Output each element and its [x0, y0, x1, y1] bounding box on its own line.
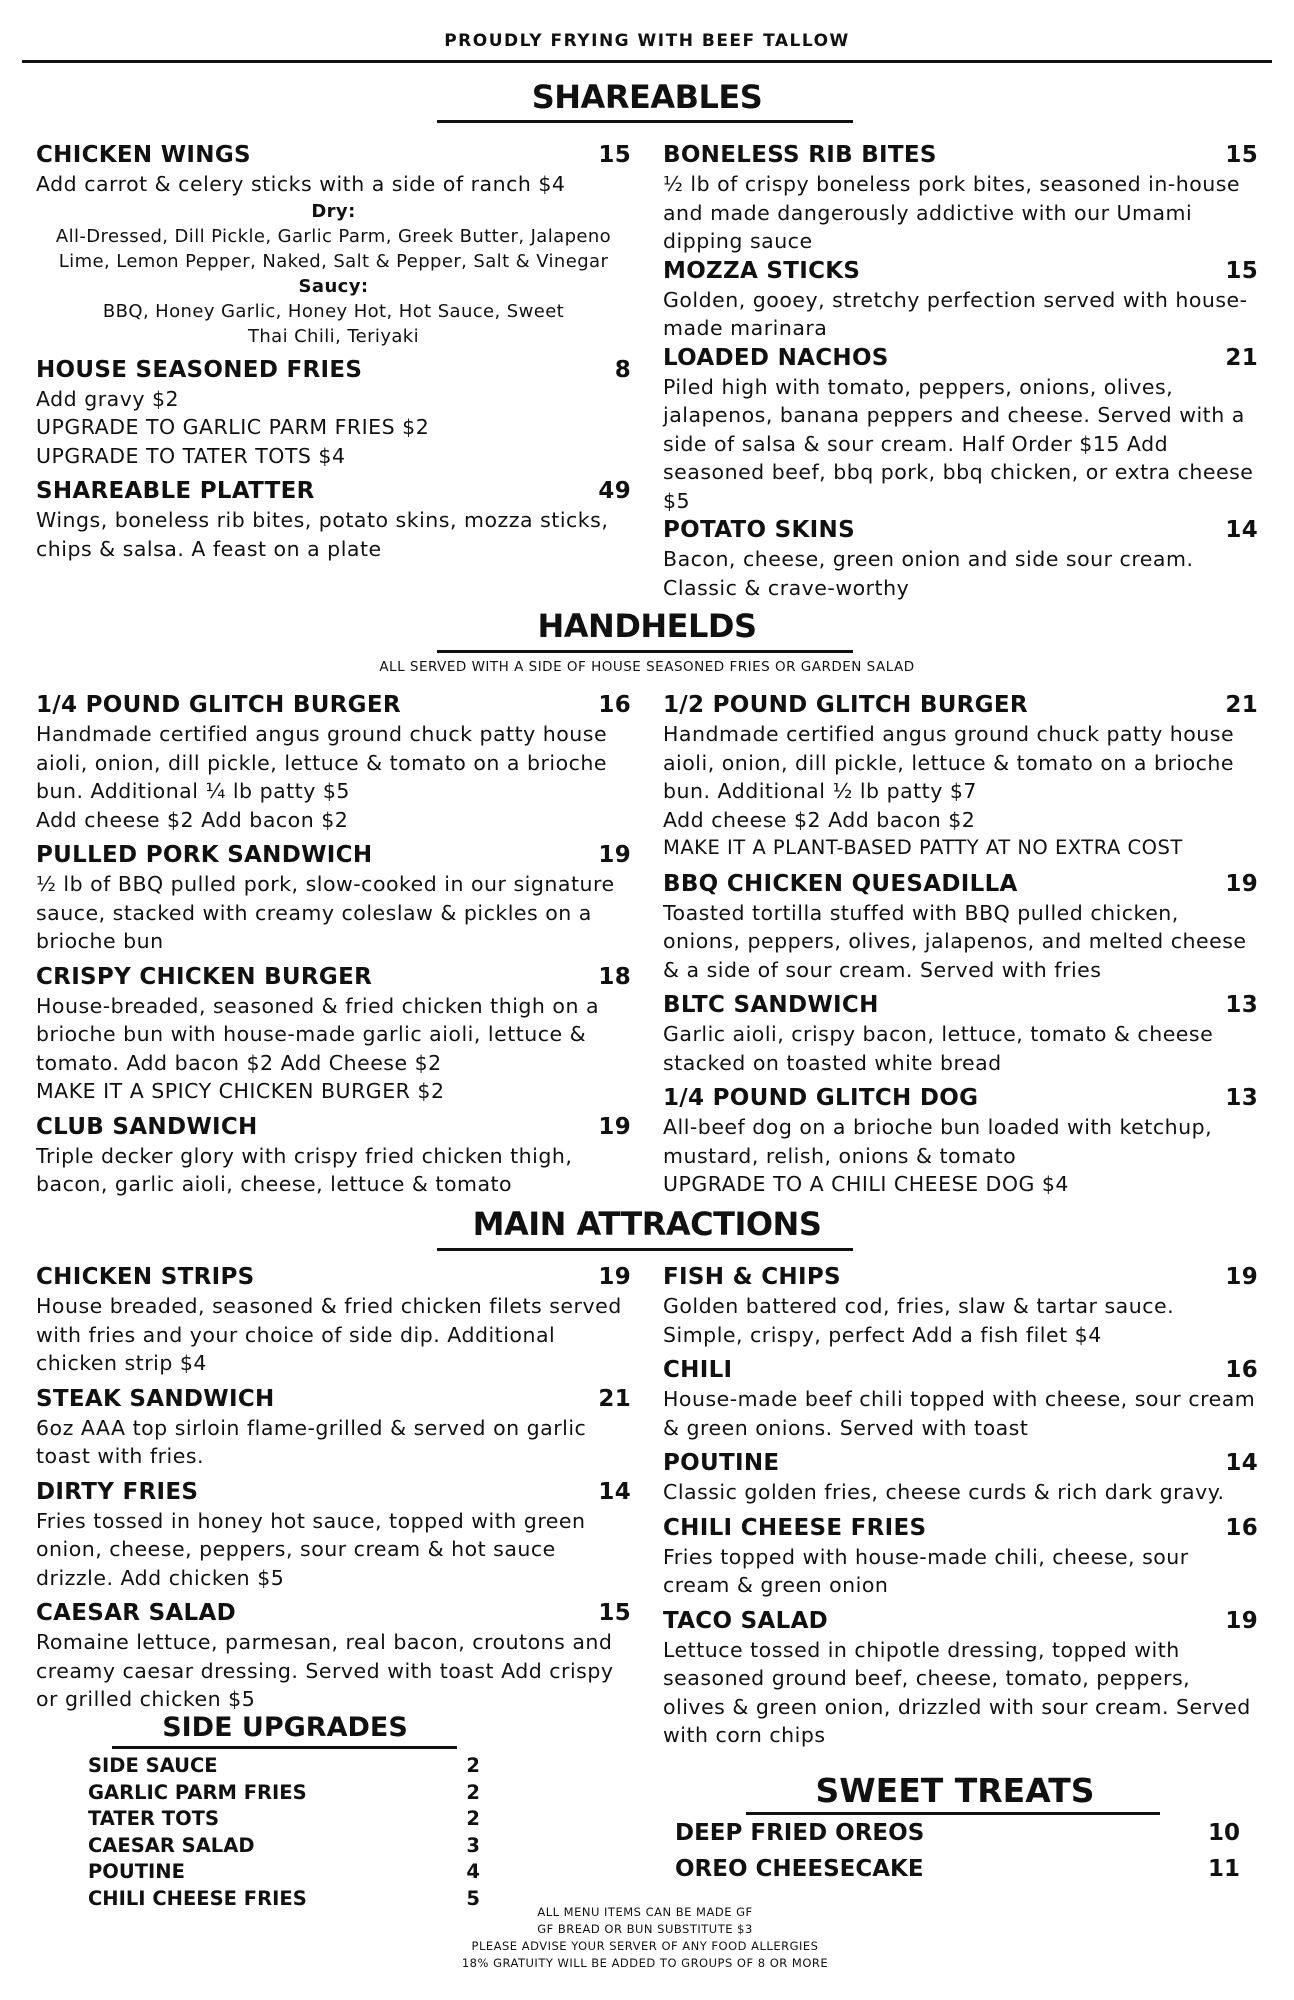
item-name: TACO SALAD: [663, 1607, 829, 1634]
sweet-treats-title: SWEET TREATS: [815, 1771, 1095, 1810]
item-extras: UPGRADE TO A CHILI CHEESE DOG $4: [663, 1172, 1069, 1196]
item-description: ½ lb of BBQ pulled pork, slow-cooked in our signature sauce, stacked with creamy coleslaw & pickles on a brioche bun: [36, 872, 615, 953]
item-description: Garlic aioli, crispy bacon, lettuce, tomato & cheese stacked on toasted white bread: [663, 1022, 1214, 1075]
item-description: Bacon, cheese, green onion and side sour cream. Classic & crave-worthy: [663, 547, 1194, 600]
item-upgrade: UPGRADE TO GARLIC PARM FRIES $2: [36, 415, 430, 439]
item-name: CHILI: [663, 1357, 733, 1383]
item-extras: Add cheese $2 Add bacon $2: [663, 807, 976, 832]
side-item: [88, 1753, 480, 1780]
shareables-right-column: [663, 140, 1258, 608]
item-name: CLUB SANDWICH: [36, 1113, 258, 1140]
side-price: 2: [466, 1754, 480, 1777]
menu-item-glitch-dog: [663, 1083, 1258, 1199]
handhelds-title: HANDHELDS: [537, 607, 757, 645]
item-name: 1/4 POUND GLITCH BURGER: [36, 692, 401, 718]
side-name: SIDE SAUCE: [88, 1754, 218, 1777]
item-name: 1/4 POUND GLITCH DOG: [663, 1085, 979, 1111]
menu-item-quarter-pound-burger: [36, 690, 631, 834]
saucy-flavours: BBQ, Honey Garlic, Honey Hot, Hot Sauce, Sweet Thai Chili, Teriyaki: [102, 300, 565, 347]
item-description: Handmade certified angus ground chuck patty house aioli, onion, dill pickle, lettuce & tomato on a brioche bun. Additional ½ lb patty $7: [663, 722, 1235, 803]
item-description: Fries topped with house-made chili, cheese, sour cream & green onion: [663, 1544, 1189, 1597]
item-description: Golden, gooey, stretchy perfection served with house-made marinara: [663, 287, 1248, 340]
side-item: [88, 1806, 480, 1833]
menu-item-steak-sandwich: [36, 1384, 631, 1471]
side-price: 2: [466, 1807, 480, 1831]
item-name: LOADED NACHOS: [663, 344, 889, 371]
menu-item-mozza-sticks: [663, 256, 1258, 343]
side-upgrades-list: [88, 1753, 480, 1913]
item-price: 16: [1225, 1514, 1258, 1541]
item-price: 16: [1225, 1357, 1258, 1383]
footer-allergy-note: PLEASE ADVISE YOUR SERVER OF ANY FOOD ALLERGIES: [471, 1939, 819, 1953]
menu-item-loaded-nachos: [663, 343, 1258, 516]
menu-item-taco-salad: [663, 1606, 1258, 1750]
item-price: 49: [598, 478, 631, 504]
item-name: CAESAR SALAD: [36, 1600, 236, 1626]
item-description: Romaine lettuce, parmesan, real bacon, croutons and creamy caesar dressing. Served with toast Add crispy or grilled chicken $5: [36, 1630, 614, 1711]
item-name: CHICKEN WINGS: [36, 142, 251, 168]
menu-item-house-seasoned-fries: [36, 355, 631, 471]
sweet-price: 11: [1207, 1856, 1240, 1882]
item-name: CHICKEN STRIPS: [36, 1264, 255, 1290]
item-name: HOUSE SEASONED FRIES: [36, 356, 363, 383]
menu-item-chili-cheese-fries: [663, 1513, 1258, 1600]
main-attractions-title: MAIN ATTRACTIONS: [472, 1205, 822, 1243]
menu-item-chili: [663, 1355, 1258, 1442]
item-price: 13: [1225, 1085, 1258, 1111]
sweet-price: 10: [1207, 1820, 1240, 1846]
tagline: PROUDLY FRYING WITH BEEF TALLOW: [444, 31, 850, 51]
shareables-left-column: [36, 140, 631, 569]
item-name: PULLED PORK SANDWICH: [36, 842, 373, 868]
side-price: 3: [466, 1833, 480, 1857]
sweet-treats-list: [675, 1815, 1240, 1887]
footer-notes: [400, 1904, 890, 1972]
item-description: Wings, boneless rib bites, potato skins, mozza sticks, chips & salsa. A feast on a plate: [36, 508, 609, 561]
sweet-item: [675, 1815, 1240, 1851]
menu-item-fish-and-chips: [663, 1262, 1258, 1349]
item-price: 15: [1225, 257, 1258, 284]
menu-item-bbq-chicken-quesadilla: [663, 869, 1258, 985]
item-price: 14: [598, 1478, 631, 1505]
shareables-divider: [437, 120, 853, 123]
item-price: 21: [1225, 344, 1258, 371]
menu-item-potato-skins: [663, 515, 1258, 602]
item-price: 15: [598, 142, 631, 168]
item-price: 15: [1225, 142, 1258, 168]
side-name: TATER TOTS: [88, 1807, 220, 1831]
menu-item-dirty-fries: [36, 1477, 631, 1593]
item-description: House-breaded, seasoned & fried chicken thigh on a brioche bun with house-made garlic aioli, lettuce & tomato. Add bacon $2 Add Cheese $2: [36, 993, 600, 1075]
menu-item-pulled-pork-sandwich: [36, 840, 631, 956]
shareables-title: SHAREABLES: [531, 78, 763, 116]
item-name: CHILI CHEESE FRIES: [663, 1514, 927, 1541]
side-upgrades-title: SIDE UPGRADES: [162, 1712, 408, 1743]
item-price: 14: [1225, 517, 1258, 543]
menu-item-club-sandwich: [36, 1112, 631, 1199]
handhelds-left-column: [36, 690, 631, 1205]
item-name: SHAREABLE PLATTER: [36, 478, 315, 504]
item-price: 19: [1225, 870, 1258, 897]
side-price: 5: [466, 1886, 480, 1910]
main-left-column: [36, 1262, 631, 1720]
item-name: BBQ CHICKEN QUESADILLA: [663, 870, 1018, 897]
item-extras: MAKE IT A SPICY CHICKEN BURGER $2: [36, 1079, 445, 1103]
menu-item-chicken-wings: [36, 140, 631, 349]
handhelds-subtitle: ALL SERVED WITH A SIDE OF HOUSE SEASONED FRIES OR GARDEN SALAD: [379, 659, 915, 675]
item-description: Piled high with tomato, peppers, onions, olives, jalapenos, banana peppers and cheese. Served with a side of salsa & sour cream. Half Order $15 Add seasoned beef, bbq pork, bbq chicken, or extra cheese $5: [663, 374, 1254, 513]
item-description: Golden battered cod, fries, slaw & tartar sauce. Simple, crispy, perfect Add a fish filet $4: [663, 1294, 1175, 1347]
dry-label: Dry:: [311, 200, 356, 222]
item-description: Fries tossed in honey hot sauce, topped with green onion, cheese, peppers, sour cream & hot sauce drizzle. Add chicken $5: [36, 1508, 586, 1590]
item-name: DIRTY FRIES: [36, 1478, 199, 1505]
item-description: Triple decker glory with crispy fried chicken thigh, bacon, garlic aioli, cheese, lettuce & tomato: [36, 1143, 573, 1196]
item-name: CRISPY CHICKEN BURGER: [36, 963, 373, 990]
item-price: 19: [1225, 1264, 1258, 1290]
item-price: 19: [598, 1113, 631, 1140]
side-price: 4: [466, 1860, 480, 1884]
item-name: BLTC SANDWICH: [663, 992, 879, 1018]
item-extras: Add cheese $2 Add bacon $2: [36, 807, 349, 832]
item-description: House breaded, seasoned & fried chicken filets served with fries and your choice of side dip. Additional chicken strip $4: [36, 1294, 622, 1375]
item-price: 21: [1225, 692, 1258, 718]
side-name: GARLIC PARM FRIES: [88, 1780, 307, 1804]
item-price: 18: [598, 963, 631, 990]
item-description: Add gravy $2: [36, 386, 180, 411]
item-name: POUTINE: [663, 1450, 780, 1476]
item-price: 8: [614, 356, 631, 383]
menu-item-bltc-sandwich: [663, 990, 1258, 1077]
footer-gratuity-note: 18% GRATUITY WILL BE ADDED TO GROUPS OF 8 OR MORE: [461, 1956, 829, 1970]
item-description: Handmade certified angus ground chuck patty house aioli, onion, dill pickle, lettuce & tomato on a brioche bun. Additional ¼ lb patty $5: [36, 722, 608, 803]
item-description: Toasted tortilla stuffed with BBQ pulled chicken, onions, peppers, olives, jalapenos, and melted cheese & a side of sour cream. Served with fries: [663, 900, 1247, 982]
item-price: 19: [598, 1264, 631, 1290]
item-extras: MAKE IT A PLANT-BASED PATTY AT NO EXTRA COST: [663, 836, 1183, 859]
item-name: POTATO SKINS: [663, 517, 855, 543]
top-divider: [22, 60, 1272, 63]
main-right-column: [663, 1262, 1258, 1756]
item-name: STEAK SANDWICH: [36, 1385, 275, 1412]
item-description: Add carrot & celery sticks with a side of ranch $4: [36, 172, 566, 196]
sweet-name: OREO CHEESECAKE: [675, 1856, 924, 1882]
side-name: POUTINE: [88, 1860, 185, 1884]
wing-flavours: [36, 199, 631, 349]
side-name: CAESAR SALAD: [88, 1833, 255, 1857]
menu-item-crispy-chicken-burger: [36, 962, 631, 1106]
item-price: 15: [598, 1600, 631, 1626]
sweet-item: [675, 1851, 1240, 1887]
footer-bun-note: GF BREAD OR BUN SUBSTITUTE $3: [537, 1922, 753, 1936]
item-name: MOZZA STICKS: [663, 257, 861, 284]
side-item: [88, 1833, 480, 1860]
item-description: ½ lb of crispy boneless pork bites, seasoned in-house and made dangerously addictive with our Umami dipping sauce: [663, 172, 1241, 253]
item-description: House-made beef chili topped with cheese, sour cream & green onions. Served with toast: [663, 1387, 1256, 1440]
item-price: 19: [1225, 1607, 1258, 1634]
menu-item-caesar-salad: [36, 1598, 631, 1714]
dry-flavours: All-Dressed, Dill Pickle, Garlic Parm, Greek Butter, Jalapeno Lime, Lemon Pepper, Naked, Salt & Pepper, Salt & Vinegar: [55, 225, 612, 272]
item-description: Classic golden fries, cheese curds & rich dark gravy.: [663, 1480, 1225, 1504]
side-upgrades-divider: [112, 1746, 457, 1749]
side-price: 2: [466, 1780, 480, 1804]
handhelds-right-column: [663, 690, 1258, 1205]
item-price: 13: [1225, 992, 1258, 1018]
side-item: [88, 1859, 480, 1886]
item-price: 14: [1225, 1450, 1258, 1476]
menu-item-chicken-strips: [36, 1262, 631, 1378]
footer-gf-note: ALL MENU ITEMS CAN BE MADE GF: [537, 1905, 753, 1919]
item-description: Lettuce tossed in chipotle dressing, topped with seasoned ground beef, cheese, tomato, peppers, olives & green onion, drizzled with sour cream. Served with corn chips: [663, 1637, 1251, 1747]
main-attractions-divider: [437, 1248, 853, 1251]
menu-item-half-pound-burger: [663, 690, 1258, 863]
sweet-name: DEEP FRIED OREOS: [675, 1820, 925, 1846]
item-description: All-beef dog on a brioche bun loaded with ketchup, mustard, relish, onions & tomato: [663, 1115, 1213, 1168]
item-price: 16: [598, 692, 631, 718]
item-price: 19: [598, 842, 631, 868]
item-name: BONELESS RIB BITES: [663, 142, 937, 168]
menu-item-shareable-platter: [36, 476, 631, 563]
side-item: [88, 1780, 480, 1807]
menu-item-poutine: [663, 1448, 1258, 1507]
menu-item-boneless-rib-bites: [663, 140, 1258, 256]
item-name: 1/2 POUND GLITCH BURGER: [663, 692, 1028, 718]
side-name: CHILI CHEESE FRIES: [88, 1886, 307, 1910]
item-name: FISH & CHIPS: [663, 1264, 841, 1290]
item-description: 6oz AAA top sirloin flame-grilled & served on garlic toast with fries.: [36, 1415, 587, 1468]
saucy-label: Saucy:: [298, 275, 369, 297]
item-upgrade: UPGRADE TO TATER TOTS $4: [36, 443, 346, 468]
item-price: 21: [598, 1385, 631, 1412]
handhelds-divider: [437, 650, 853, 653]
